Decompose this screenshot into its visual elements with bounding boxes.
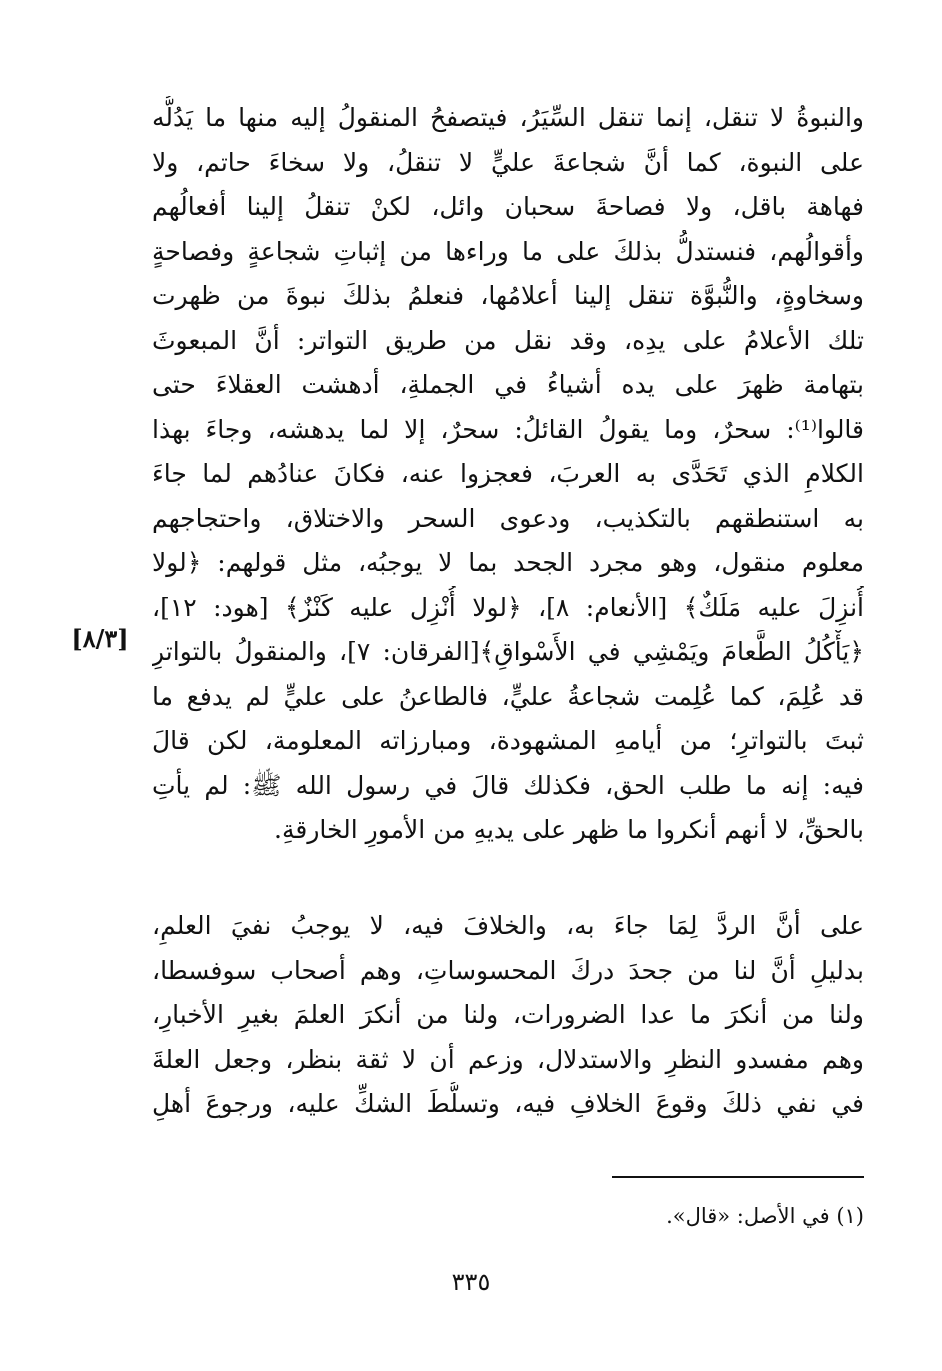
margin-reference: [٨/٣] bbox=[71, 624, 129, 653]
text-line: به استنطقهم بالتكذيب، ودعوى السحر والاختلاق، واحتجاجهم bbox=[152, 503, 864, 533]
text-line: ﴿يَأْكُلُ الطَّعامَ ويَمْشِي في الأَسْواقِ﴾[الفرقان: ٧]، والمنقولُ بالتواترِ bbox=[152, 637, 864, 666]
text-line: ثبتَ بالتواترِ؛ من أيامهِ المشهودة، ومبارزاته المعلومة، لكن قالَ bbox=[152, 726, 864, 755]
text-line: معلوم منقول، وهو مجرد الجحد بما لا يوجبُه، مثل قولهم: ﴿لولا bbox=[152, 548, 864, 577]
text-line: وسخاوةٍ، والنُّبوَّة تنقل إلينا أعلامُها، فنعلمُ بذلكَ نبوةَ من ظهرت bbox=[152, 281, 864, 310]
paragraph-1 bbox=[152, 96, 864, 853]
text-line: على أنَّ الردَّ لِمَا جاءَ به، والخلافَ فيه، لا يوجبُ نفيَ العلمِ، bbox=[152, 911, 864, 940]
text-line: ولنا من أنكرَ ما عدا الضرورات، ولنا من أنكرَ العلمَ بغيرِ الأخبارِ، bbox=[152, 1000, 864, 1029]
text-line: فهاهة باقل، ولا فصاحةَ سحبان وائل، لكنْ تنقلُ إلينا أفعالُهم bbox=[152, 192, 864, 221]
footnote: (١) في الأصل: «قال». bbox=[666, 1204, 864, 1228]
footnote-divider bbox=[612, 1176, 864, 1178]
paragraph-2 bbox=[152, 904, 864, 1127]
text-line: في نفي ذلكَ وقوعَ الخلافِ فيه، وتسلُّطَ الشكِّ عليه، ورجوعَ أهلِ bbox=[152, 1089, 864, 1118]
text-line: بدليلِ أنَّ لنا من جحدَ دركَ المحسوساتِ، وهم أصحاب سوفسطا، bbox=[152, 955, 864, 985]
text-line: أُنزِلَ عليه مَلَكٌ﴾ [الأنعام: ٨]، ﴿لولا أُنْزِل عليه كَنْزٌ﴾ [هود: ١٢]، bbox=[152, 592, 864, 622]
text-line: وأقوالُهم، فنستدلُّ بذلكَ على ما وراءها من إثباتِ شجاعةٍ وفصاحةٍ bbox=[152, 236, 864, 266]
text-line: فيه: إنه ما طلب الحق، فكذلك قالَ في رسول الله ﷺ: لم يأتِ bbox=[152, 770, 864, 800]
text-line: على النبوة، كما أنَّ شجاعةَ عليٍّ لا تنقلُ، ولا سخاءَ حاتم، ولا bbox=[152, 147, 864, 177]
text-line: الكلامِ الذي تَحَدَّى به العربَ، فعجزوا عنه، فكانَ عنادُهم لما جاءَ bbox=[152, 459, 864, 488]
text-line: قد عُلِمَ، كما عُلِمت شجاعةُ عليٍّ، فالطاعنُ على عليٍّ لم يدفع ما bbox=[152, 681, 864, 711]
text-line: قالوا⁽¹⁾: سحرٌ، وما يقولُ القائلُ: سحرٌ، إلا لما يدهشه، وجاءَ بهذا bbox=[152, 414, 864, 444]
text-line: تلك الأعلامُ على يدِه، وقد نقل من طريق التواتر: أنَّ المبعوثَ bbox=[152, 325, 864, 355]
text-line: بتهامة ظهرَ على يده أشياءُ في الجملةِ، أدهشت العقلاءَ حتى bbox=[152, 370, 864, 399]
page-number: ٣٣٥ bbox=[451, 1268, 491, 1296]
text-line: وهم مفسدو النظرِ والاستدلال، وزعم أن لا ثقة بنظر، وجعل العلةَ bbox=[152, 1044, 864, 1074]
text-line: بالحقِّ، لا أنهم أنكروا ما ظهر على يديهِ من الأمورِ الخارقةِ. bbox=[274, 815, 864, 844]
text-line: والنبوةُ لا تنقل، إنما تنقل السِّيَرُ، فيتصفحُ المنقولُ إليه منها ما يَدُلُّه bbox=[152, 103, 864, 132]
